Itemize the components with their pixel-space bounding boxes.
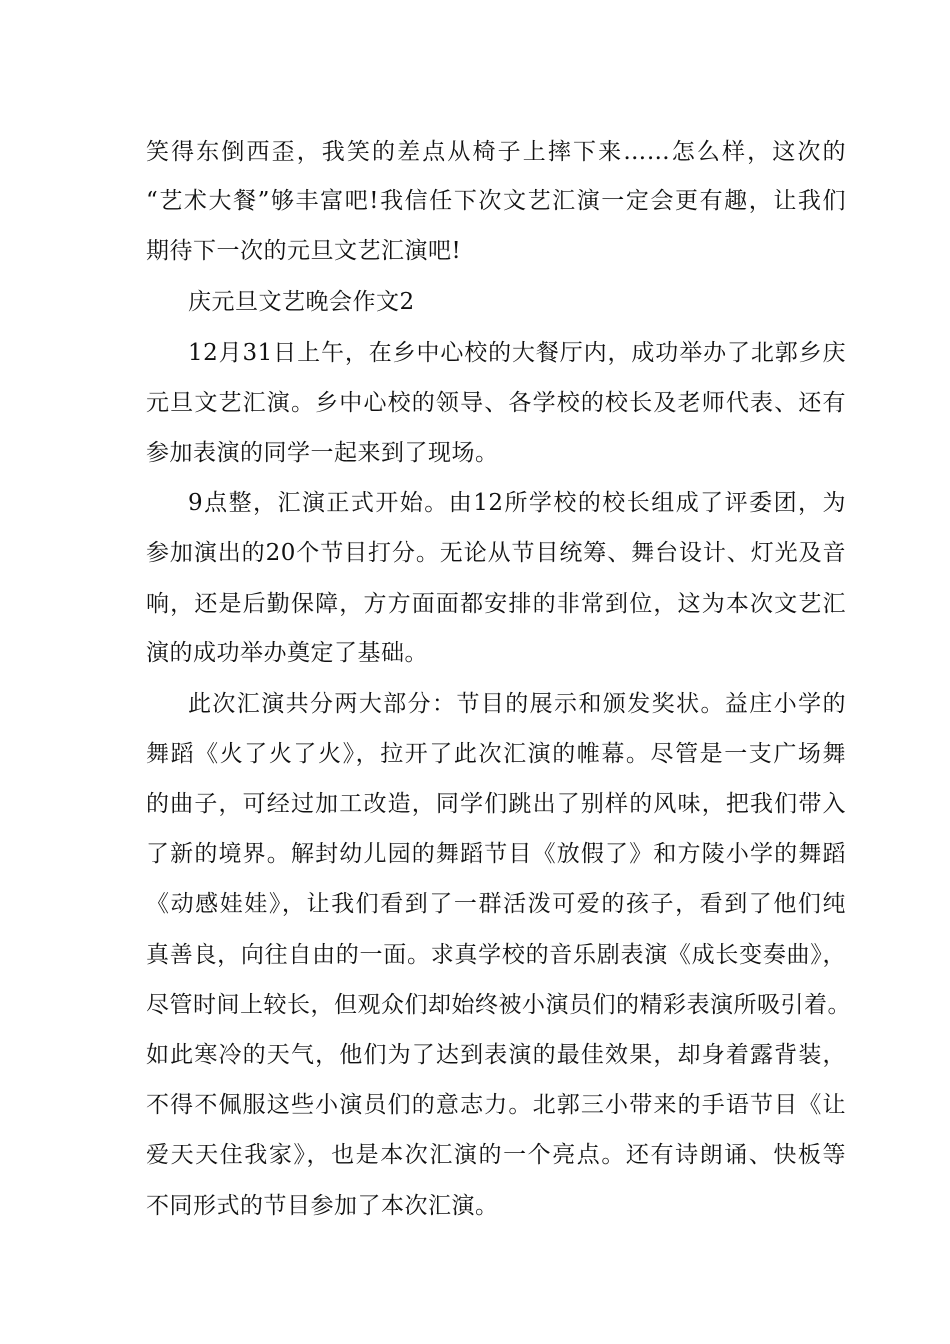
text-line: 参加演出的20个节目打分。无论从节目统筹、舞台设计、灯光及音: [146, 540, 846, 566]
text-line: 舞蹈《火了火了火》，拉开了此次汇演的帷幕。尽管是一支广场舞: [146, 741, 846, 767]
text-line: 尽管时间上较长，但观众们却始终被小演员们的精彩表演所吸引着。: [146, 992, 851, 1018]
text-line: 《动感娃娃》，让我们看到了一群活泼可爱的孩子，看到了他们纯: [146, 891, 846, 917]
text-line: 12月31日上午，在乡中心校的大餐厅内，成功举办了北郭乡庆: [188, 340, 846, 366]
text-line: 真善良，向往自由的一面。求真学校的音乐剧表演《成长变奏曲》，: [146, 942, 846, 968]
text-line: 不得不佩服这些小演员们的意志力。北郭三小带来的手语节目《让: [146, 1092, 846, 1118]
text-line: 笑得东倒西歪，我笑的差点从椅子上摔下来……怎么样，这次的: [146, 139, 846, 165]
text-line: 期待下一次的元旦文艺汇演吧!: [146, 238, 462, 264]
text-line: “艺术大餐”够丰富吧!我信任下次文艺汇演一定会更有趣，让我们: [146, 188, 846, 214]
text-line: 参加表演的同学一起来到了现场。: [146, 440, 499, 466]
text-line: 此次汇演共分两大部分：节目的展示和颁发奖状。益庄小学的: [188, 691, 846, 717]
text-line: 9点整，汇演正式开始。由12所学校的校长组成了评委团，为: [188, 490, 846, 516]
text-line: 不同形式的节目参加了本次汇演。: [146, 1193, 499, 1219]
text-line: 元旦文艺汇演。乡中心校的领导、各学校的校长及老师代表、还有: [146, 390, 846, 416]
section-heading: 庆元旦文艺晚会作文2: [188, 289, 415, 315]
text-line: 如此寒冷的天气，他们为了达到表演的最佳效果，却身着露背装，: [146, 1042, 846, 1068]
text-line: 演的成功举办奠定了基础。: [146, 640, 428, 666]
text-line: 的曲子，可经过加工改造，同学们跳出了别样的风味，把我们带入: [146, 791, 846, 817]
text-line: 响，还是后勤保障，方方面面都安排的非常到位，这为本次文艺汇: [146, 591, 846, 617]
text-line: 了新的境界。解封幼儿园的舞蹈节目《放假了》和方陵小学的舞蹈: [146, 841, 846, 867]
text-line: 爱天天住我家》，也是本次汇演的一个亮点。还有诗朗诵、快板等: [146, 1142, 846, 1168]
